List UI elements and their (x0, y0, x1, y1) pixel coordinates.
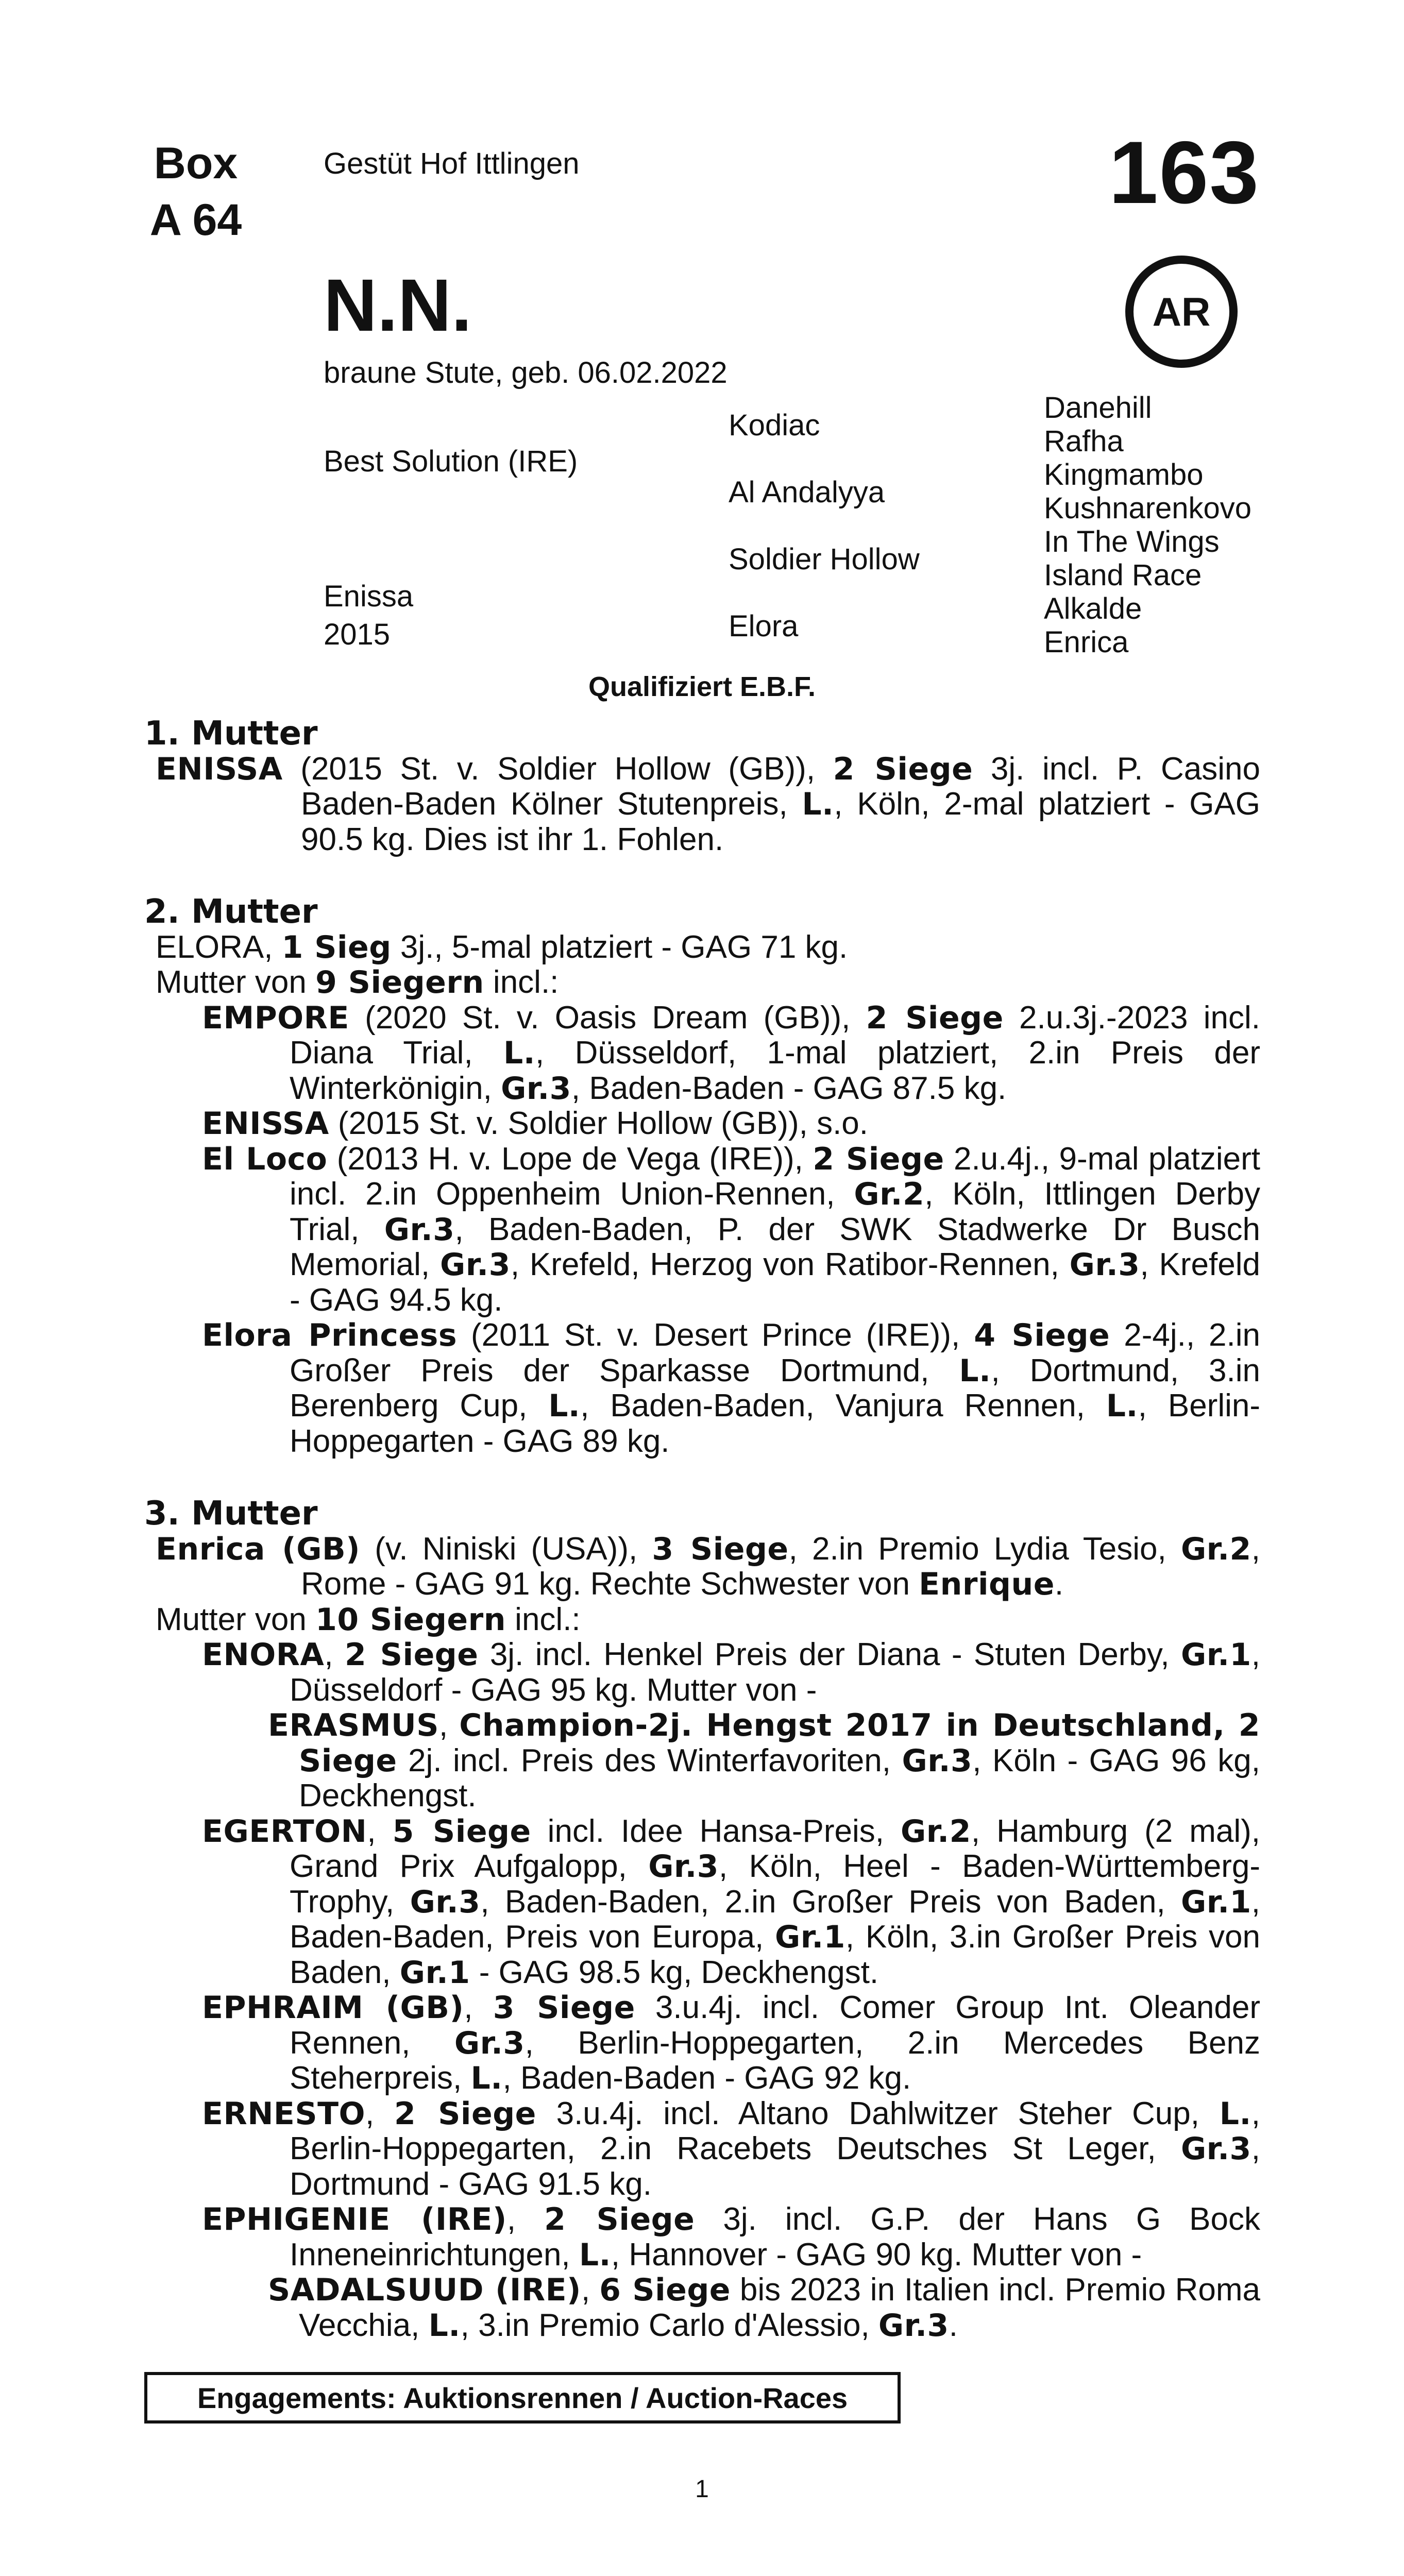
horse-name: N.N. (324, 264, 472, 347)
second-dam-produce-intro: Mutter von 9 Siegern incl.: (156, 964, 559, 1001)
pedigree-g3-2: Rafha (1044, 425, 1124, 458)
pedigree-dam: Enissa (324, 580, 414, 613)
produce-entry: EPHRAIM (GB), 3 Siege 3.u.4j. incl. Comer Group Int. Oleander Rennen, Gr.3, Berlin-Hoppegarten, 2.in Mercedes Benz Steherpreis, L., Baden-Baden - GAG 92 kg. (202, 1990, 1260, 2096)
pedigree-dam-sire: Soldier Hollow (729, 543, 920, 576)
box-label-text: Box (154, 139, 238, 188)
pedigree-dam-dam: Elora (729, 609, 799, 643)
qualification: Qualifiziert E.B.F. (588, 671, 816, 702)
pedigree-g3-4: Kushnarenkovo (1044, 492, 1252, 525)
pedigree-sire-dam: Al Andalyya (729, 476, 885, 509)
produce-entry: ENORA, 2 Siege 3j. incl. Henkel Preis der Diana - Stuten Derby, Gr.1, Düsseldorf - GAG 95 kg. Mutter von - (202, 1637, 1261, 1708)
box-number: A 64 (149, 195, 242, 245)
engagements-text: Engagements: Auktionsrennen / Auction-Races (197, 2381, 848, 2414)
ar-badge (1125, 256, 1238, 368)
box-label (144, 135, 247, 248)
breeder: Gestüt Hof Ittlingen (324, 147, 580, 180)
section-heading-first-dam: 1. Mutter (144, 715, 318, 753)
grand-produce-entry: ERASMUS, Champion-2j. Hengst 2017 in Deutschland, 2 Siege 2j. incl. Preis des Winterfavoriten, Gr.3, Köln - GAG 96 kg, Deckhengst. (268, 1707, 1260, 1814)
pedigree-g3-6: Island Race (1044, 558, 1202, 592)
first-dam-entry: ENISSA (2015 St. v. Soldier Hollow (GB)), 2 Siege 3j. incl. P. Casino Baden-Baden Kölner Stutenpreis, L., Köln, 2-mal platziert - GAG 90.5 kg. Dies ist ihr 1. Fohlen. (156, 751, 1260, 857)
produce-entry: Elora Princess (2011 St. v. Desert Prince (IRE)), 4 Siege 2-4j., 2.in Großer Preis der Sparkasse Dortmund, L., Dortmund, 3.in Berenberg Cup, L., Baden-Baden, Vanjura Rennen, L., Berlin-Hoppegarten - GAG 89 kg. (202, 1317, 1261, 1459)
produce-entry: EMPORE (2020 St. v. Oasis Dream (GB)), 2 Siege 2.u.3j.-2023 incl. Diana Trial, L., Düsseldorf, 1-mal platziert, 2.in Preis der Winterkönigin, Gr.3, Baden-Baden - GAG 87.5 kg. (202, 999, 1260, 1107)
produce-entry: ENISSA (2015 St. v. Soldier Hollow (GB)), s.o. (202, 1106, 869, 1142)
section-heading-second-dam: 2. Mutter (144, 893, 318, 931)
pedigree-dam-year: 2015 (324, 618, 391, 651)
pedigree-g3-5: In The Wings (1044, 525, 1220, 558)
horse-description: braune Stute, geb. 06.02.2022 (324, 356, 728, 389)
produce-entry: EGERTON, 5 Siege incl. Idee Hansa-Preis, Gr.2, Hamburg (2 mal), Grand Prix Aufgalopp, Gr.3, Köln, Heel - Baden-Württemberg-Trophy, Gr.3, Baden-Baden, 2.in Großer Preis von Baden, Gr.1, Baden-Baden, Preis von Europa, Gr.1, Köln, 3.in Großer Preis von Baden, Gr.1 - GAG 98.5 kg, Deckhengst. (202, 1813, 1261, 1991)
produce-entry: El Loco (2013 H. v. Lope de Vega (IRE)), 2 Siege 2.u.4j., 9-mal platziert incl. 2.in Oppenheim Union-Rennen, Gr.2, Köln, Ittlingen Derby Trial, Gr.3, Baden-Baden, P. der SWK Stadwerke Dr Busch Memorial, Gr.3, Krefeld, Herzog von Ratibor-Rennen, Gr.3, Krefeld - GAG 94.5 kg. (202, 1141, 1260, 1318)
ar-badge-label: AR (1152, 289, 1211, 334)
grand-produce-entry: SADALSUUD (IRE), 6 Siege bis 2023 in Italien incl. Premio Roma Vecchia, L., 3.in Premio Carlo d'Alessio, Gr.3. (268, 2272, 1261, 2344)
second-dam-entry: ELORA, 1 Sieg 3j., 5-mal platziert - GAG 71 kg. (156, 929, 848, 965)
page-number: 1 (695, 2476, 709, 2503)
pedigree-g3-7: Alkalde (1044, 592, 1142, 625)
produce-entry: ERNESTO, 2 Siege 3.u.4j. incl. Altano Dahlwitzer Steher Cup, L., Berlin-Hoppegarten, 2.in Racebets Deutsches St Leger, Gr.3, Dortmund - GAG 91.5 kg. (202, 2095, 1261, 2202)
lot-number: 163 (1109, 123, 1260, 222)
pedigree-sire: Best Solution (IRE) (324, 445, 578, 478)
produce-entry: EPHIGENIE (IRE), 2 Siege 3j. incl. G.P. der Hans G Bock Inneneinrichtungen, L., Hannover - GAG 90 kg. Mutter von - (202, 2201, 1260, 2273)
third-dam-produce-intro: Mutter von 10 Siegern incl.: (156, 1601, 581, 1638)
pedigree-sire-sire: Kodiac (729, 409, 820, 442)
pedigree-g3-1: Danehill (1044, 391, 1152, 425)
family-details (144, 716, 1260, 2343)
pedigree-g3-8: Enrica (1044, 625, 1129, 659)
engagements-box (144, 2372, 901, 2424)
section-heading-third-dam: 3. Mutter (144, 1495, 318, 1533)
third-dam-entry: Enrica (GB) (v. Niniski (USA)), 3 Siege, 2.in Premio Lydia Tesio, Gr.2, Rome - GAG 91 kg. Rechte Schwester von Enrique. (156, 1531, 1260, 1602)
pedigree-g3-3: Kingmambo (1044, 458, 1204, 492)
